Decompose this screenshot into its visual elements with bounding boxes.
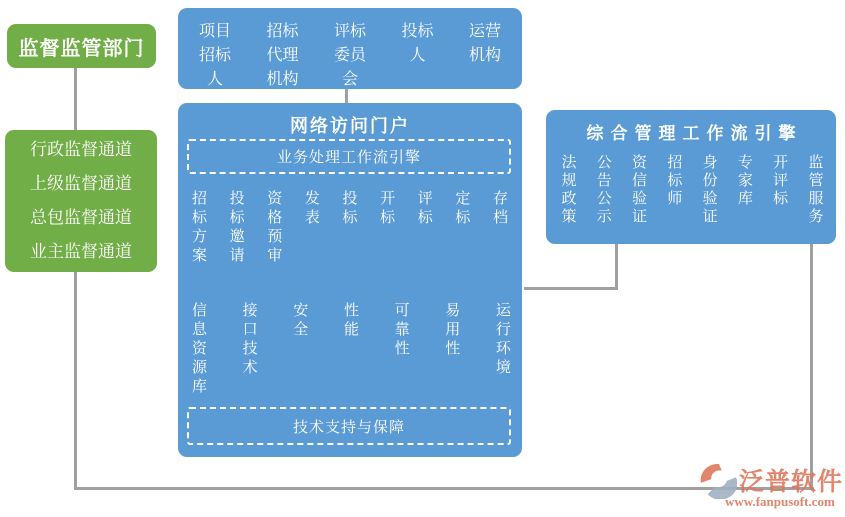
process-item: 资格预审 bbox=[267, 190, 283, 264]
management-item: 监管服务 bbox=[808, 154, 824, 225]
process-item: 开标 bbox=[380, 190, 396, 226]
process-item: 投标 bbox=[342, 190, 358, 226]
process-item: 投标邀请 bbox=[229, 190, 245, 264]
process-item: 存档 bbox=[492, 190, 508, 226]
participant-item: 投标人 bbox=[401, 23, 434, 64]
connector-engine-down-long bbox=[810, 243, 813, 490]
participants-box bbox=[178, 8, 522, 89]
tech-item: 安全 bbox=[293, 302, 309, 338]
tech-item: 性能 bbox=[343, 302, 359, 338]
process-item: 发表 bbox=[304, 190, 320, 226]
participant-item: 招标代理机构 bbox=[266, 23, 299, 88]
business-workflow-engine-label: 业务处理工作流引擎 bbox=[276, 149, 421, 166]
management-item: 法规政策 bbox=[561, 154, 577, 225]
tech-item: 易用性 bbox=[445, 302, 461, 357]
management-item: 资信验证 bbox=[632, 154, 648, 225]
tech-items-row bbox=[191, 301, 512, 396]
process-item: 定标 bbox=[455, 190, 471, 226]
connector-engine-to-portal bbox=[524, 287, 618, 290]
participant-item: 项目招标人 bbox=[198, 23, 231, 88]
channel-item: 业主监督通道 bbox=[30, 242, 132, 261]
connector-engine-down-short bbox=[615, 243, 618, 290]
network-portal-box bbox=[178, 103, 522, 457]
fanpu-brand-text: 泛普软件 bbox=[739, 468, 844, 496]
fanpu-url-text: www.fanpusoft.com bbox=[725, 494, 835, 509]
management-item: 招标师 bbox=[667, 154, 683, 207]
portal-title: 网络访问门户 bbox=[290, 116, 410, 136]
process-item: 评标 bbox=[417, 190, 433, 226]
participant-item: 评标委员会 bbox=[333, 23, 366, 88]
process-items-row bbox=[191, 189, 509, 265]
process-item: 招标方案 bbox=[191, 190, 207, 264]
channel-item: 上级监督通道 bbox=[30, 174, 132, 193]
fanpu-watermark bbox=[699, 461, 845, 515]
participant-item: 运营机构 bbox=[468, 23, 501, 64]
tech-support-bar bbox=[187, 407, 511, 445]
channel-item: 总包监督通道 bbox=[30, 208, 132, 227]
management-engine-title: 综合管理工作流引擎 bbox=[586, 124, 803, 143]
tech-item: 信息资源库 bbox=[191, 302, 207, 395]
tech-item: 可靠性 bbox=[394, 302, 410, 357]
business-workflow-engine-bar bbox=[187, 139, 511, 174]
tech-support-label: 技术支持与保障 bbox=[292, 418, 405, 436]
connector-supervision-to-channels bbox=[74, 68, 77, 131]
supervision-department-box bbox=[7, 24, 156, 68]
tech-item: 接口技术 bbox=[242, 302, 258, 376]
management-item: 专家库 bbox=[737, 154, 753, 207]
management-items-row bbox=[561, 154, 824, 226]
supervision-channels-box bbox=[5, 130, 157, 272]
connector-channels-down bbox=[74, 271, 77, 489]
supervision-department-label: 监督监管部门 bbox=[18, 37, 145, 60]
management-item: 开评标 bbox=[773, 154, 789, 207]
management-engine-box bbox=[546, 110, 836, 244]
management-item: 公告公示 bbox=[596, 154, 612, 225]
management-item: 身份验证 bbox=[702, 154, 718, 225]
channel-item: 行政监督通道 bbox=[30, 140, 132, 159]
tech-item: 运行环境 bbox=[495, 302, 511, 376]
